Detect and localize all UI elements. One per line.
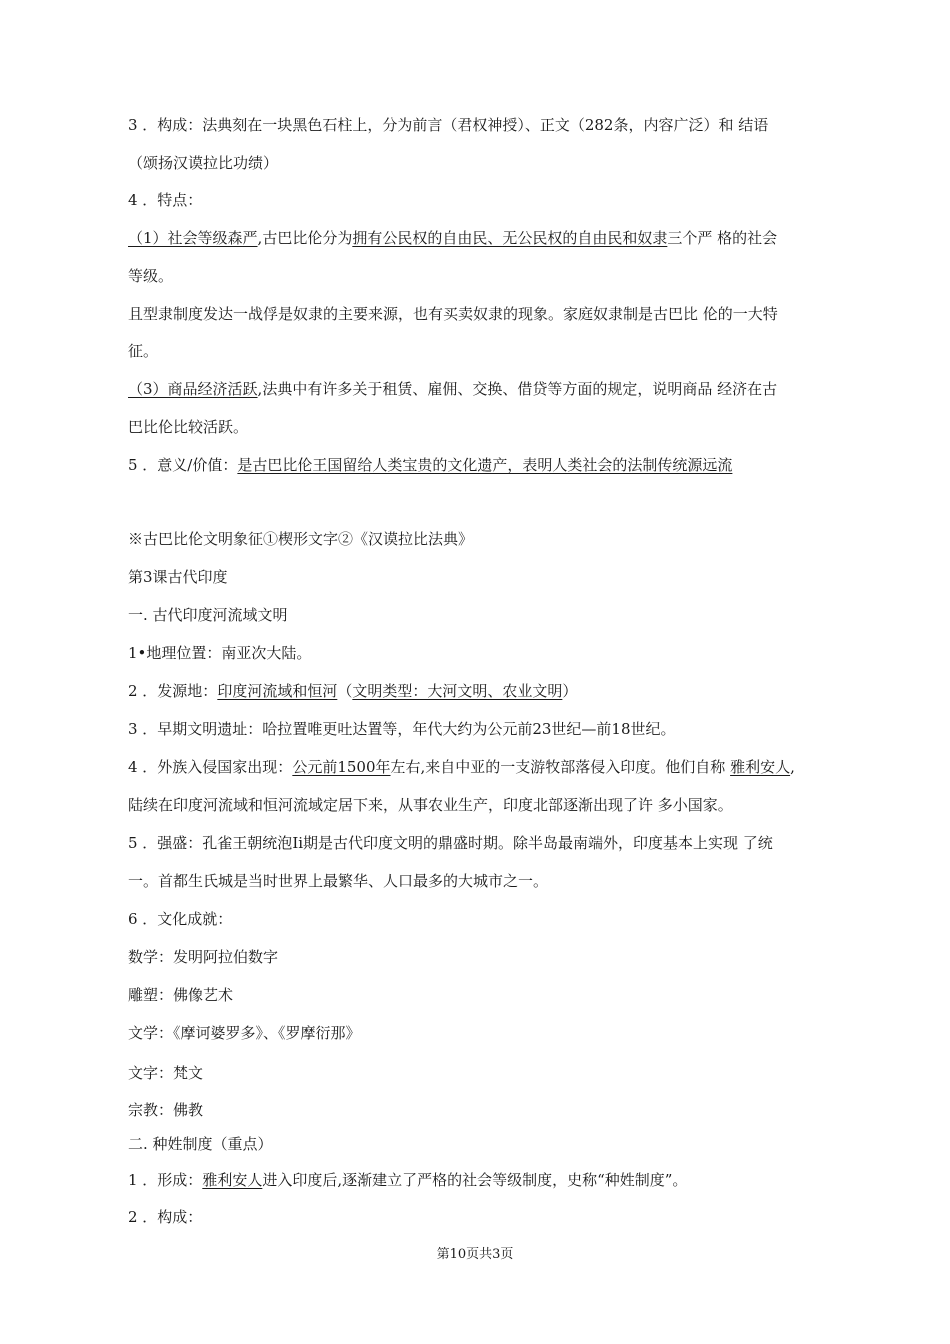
section-indus: 一. 古代印度河流域文明 [128, 606, 288, 624]
culture-religion: 宗教：佛教 [128, 1101, 204, 1119]
para-caste-composition: 2 ．构成： [128, 1208, 203, 1226]
para-composition: 3 ．构成：法典刻在一块黑色石柱上，分为前言（君权神授）、正文（282条，内容广泛）和 结语 [128, 116, 769, 134]
para-feature-1: （1）社会等级森严,古巴比伦分为拥有公民权的自由民、无公民权的自由民和奴隶三个严 格的社会 [128, 229, 778, 247]
heading-culture: 6 ．文化成就： [128, 910, 233, 928]
para-significance: 5 ．意义/价值：是古巴比伦王国留给人类宝贵的文化遗产，表明人类社会的法制传统源远流 [128, 456, 733, 474]
para-prosperity-cont: 一。首都生氏城是当时世界上最繁华、人口最多的大城市之一。 [128, 872, 549, 890]
culture-writing: 文字：梵文 [128, 1064, 204, 1082]
para-feature-3: （3）商品经济活跃,法典中有许多关于租赁、雇佣、交换、借贷等方面的规定，说明商品 经济在古 [128, 380, 778, 398]
culture-math: 数学：发明阿拉伯数字 [128, 948, 279, 966]
para-babylon-symbol: ※古巴比伦文明象征①楔形文字②《汉谟拉比法典》 [128, 530, 474, 548]
page-footer: 第10页共3页 [436, 1247, 514, 1262]
lesson-title: 第3课古代印度 [128, 568, 228, 586]
para-origin: 2 ．发源地：印度河流域和恒河（文明类型：大河文明、农业文明） [128, 682, 578, 700]
para-invasion: 4 ．外族入侵国家出现：公元前1500年左右,来自中亚的一支游牧部落侵入印度。他们自称 雅利安人, [128, 758, 795, 776]
para-prosperity: 5 ．强盛：孔雀王朝统泡Ii期是古代印度文明的鼎盛时期。除半岛最南端外，印度基本上实现 了统 [128, 834, 773, 852]
para-early-sites: 3 ．早期文明遗址：哈拉置唯更吐达置等，年代大约为公元前23世纪—前18世纪。 [128, 720, 676, 738]
para-invasion-cont: 陆续在印度河流域和恒河流域定居下来，从事农业生产，印度北部逐渐出现了许 多小国家。 [128, 796, 733, 814]
para-feature-3-cont: 巴比伦比较活跃。 [128, 418, 249, 436]
section-caste: 二. 种姓制度（重点） [128, 1135, 273, 1153]
para-location: 1•地理位置：南亚次大陆。 [128, 644, 312, 662]
para-caste-formation: 1 ．形成：雅利安人进入印度后,逐渐建立了严格的社会等级制度，史称“种姓制度”。 [128, 1171, 688, 1189]
culture-literature: 文学：《摩诃婆罗多》、《罗摩衍那》 [128, 1024, 361, 1042]
para-feature-2: 且型隶制度发达一战俘是奴隶的主要来源，也有买卖奴隶的现象。家庭奴隶制是古巴比 伦的一大特 [128, 305, 778, 323]
heading-features: 4 ．特点： [128, 191, 203, 209]
culture-sculpture: 雕塑：佛像艺术 [128, 986, 234, 1004]
para-composition-cont: （颂扬汉谟拉比功绩） [128, 154, 279, 172]
para-feature-1-cont: 等级。 [128, 267, 174, 285]
para-feature-2-cont: 征。 [128, 342, 159, 360]
